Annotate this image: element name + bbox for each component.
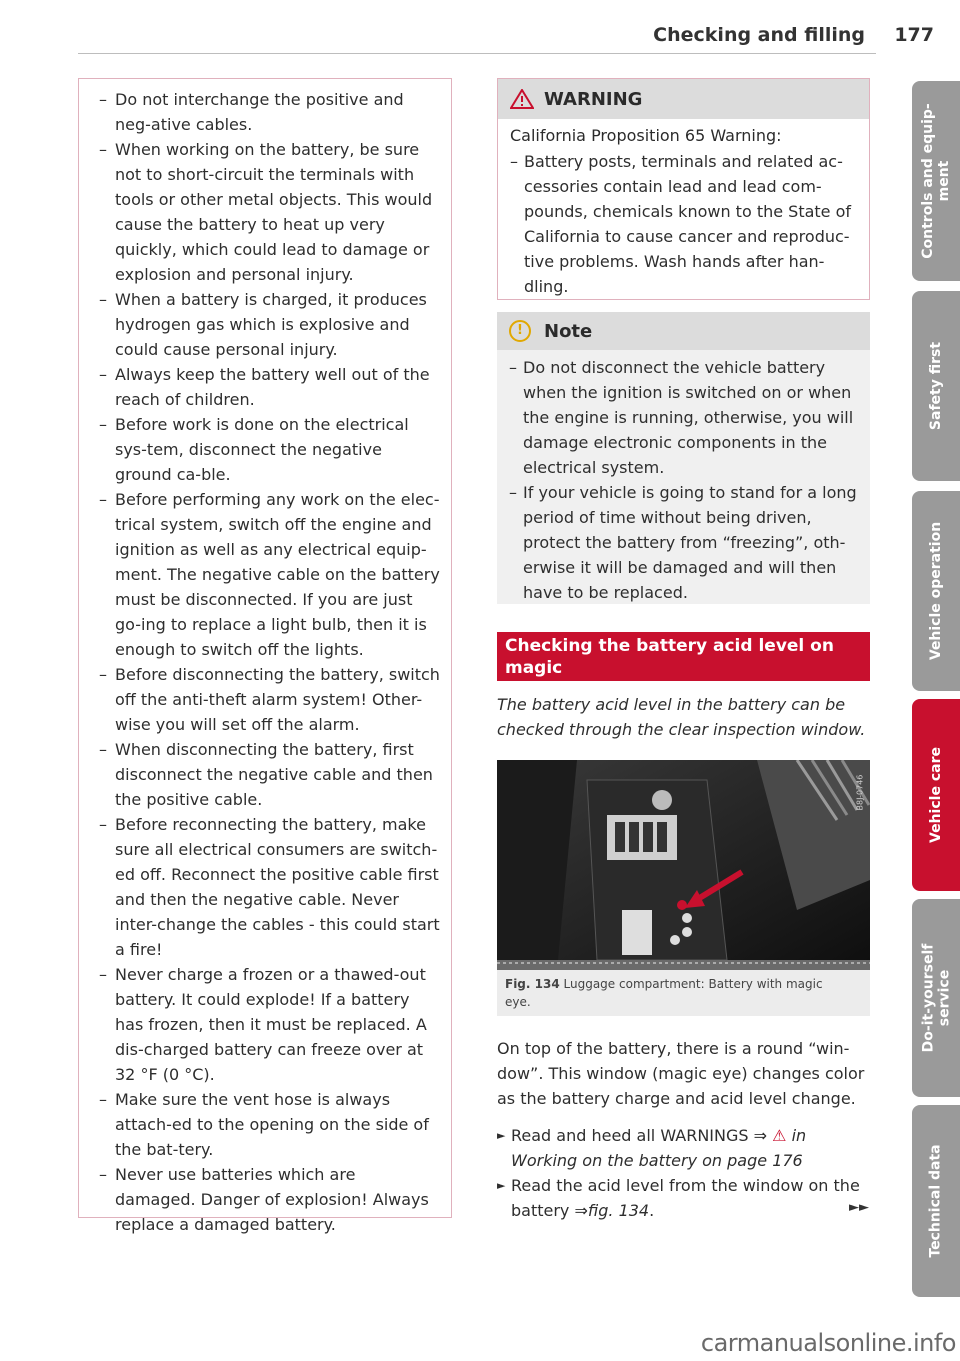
body-paragraph: On top of the battery, there is a round “win-dow”. This window (magic eye) changes color as the battery charge and acid level change. [497, 1039, 865, 1108]
header-rule [78, 53, 876, 54]
step-arrow-icon: ► [497, 1179, 506, 1192]
list-item: – Always keep the battery well out of the reach of children. [89, 362, 441, 412]
list-item: – When working on the battery, be sure not to short-circuit the terminals with tools or other metal objects. This would cause the battery to heat up very quickly, which could lead to damage or explosion and personal injury. [89, 137, 441, 287]
list-item: – Before performing any work on the elec-trical system, switch off the engine and ignition as well as any electrical equip-ment. The negative cable on the battery must be disconnected. If you are just go-ing to replace a light bulb, then it is enough to switch off the lights. [89, 487, 441, 662]
tab-vehicle-operation[interactable] [912, 491, 960, 691]
watermark-url: carmanualsonline.info [700, 1329, 956, 1357]
figure-caption [505, 975, 855, 1011]
tab-label-line: service [936, 969, 952, 1027]
warning-continued-box [78, 78, 452, 1234]
list-item: – When a battery is charged, it produces hydrogen gas which is explosive and could cause personal injury. [89, 287, 441, 362]
list-item: – If your vehicle is going to stand for a long period of time without being driven, protect the battery from “freezing”, oth-erwise it will be damaged and will then have to be replaced. [509, 480, 859, 605]
figure [497, 760, 870, 1016]
caption-line: eye. [505, 995, 531, 1009]
tab-label: Vehicle operation [928, 521, 945, 661]
page-number: 177 [894, 24, 934, 46]
step-arrow-icon: ► [497, 1129, 506, 1142]
continue-arrow-icon: ►► [849, 1200, 869, 1215]
reference-arrow-icon: ⇒ [753, 1126, 768, 1145]
tab-technical-data[interactable] [912, 1105, 960, 1297]
warning-list [89, 87, 441, 1237]
section-heading [497, 632, 870, 700]
tab-label-line: Do-it-yourself [920, 943, 936, 1053]
tab-label-line: ment [936, 160, 953, 202]
action-step [497, 1173, 870, 1223]
section-intro [497, 692, 870, 742]
tab-controls[interactable] [912, 81, 960, 281]
warning-title: WARNING [544, 88, 643, 110]
warning-box [497, 78, 870, 300]
tab-label-line: Controls and equip- [920, 103, 937, 259]
tab-label: Vehicle care [928, 747, 945, 843]
warning-header [498, 79, 869, 119]
list-item: – Make sure the vent hose is always attach-ed to the opening on the side of the bat-tery. [89, 1087, 441, 1162]
list-item: – Before reconnecting the battery, make sure all electrical consumers are switch-ed off. Reconnect the positive cable first and then the negative cable. Never inter-change the cables - this could start a fire! [89, 812, 441, 962]
step-text: Read the acid level from the window on the battery [511, 1176, 860, 1220]
warning-triangle-icon [510, 89, 534, 109]
figure-code: B8J-0746 [855, 774, 865, 811]
warning-triangle-icon: ⚠ [772, 1126, 787, 1145]
intro-line: The battery acid level in the battery can be [497, 695, 846, 714]
tab-label: Technical data [928, 1144, 944, 1258]
tab-safety[interactable] [912, 291, 960, 481]
battery-photo [497, 760, 870, 970]
action-step [497, 1123, 870, 1173]
section-title: Checking and filling [653, 24, 865, 46]
list-item: – Do not interchange the positive and neg-ative cables. [89, 87, 441, 137]
section-heading-line: Checking the battery acid level on magic [505, 636, 834, 678]
tab-do-it-yourself[interactable] [912, 899, 960, 1097]
list-item: – Never use batteries which are damaged. Danger of explosion! Always replace a damaged battery. [89, 1162, 441, 1237]
step-text: Read and heed all WARNINGS [511, 1126, 749, 1145]
tab-label [920, 103, 952, 259]
caption-line: Luggage compartment: Battery with magic [563, 977, 823, 991]
list-item: – Before disconnecting the battery, switch off the anti-theft alarm system! Other-wise you will set off the alarm. [89, 662, 441, 737]
note-box [497, 312, 870, 604]
reference-arrow-icon: ⇒ [574, 1201, 588, 1220]
action-steps [497, 1123, 870, 1223]
list-item: – Battery posts, terminals and related ac-cessories contain lead and lead com-pounds, chemicals known to the State of California to cause cancer and reproduc-tive problems. Wash hands after han-dling. [510, 149, 854, 299]
warning-intro: California Proposition 65 Warning: [510, 126, 782, 145]
cross-reference-link[interactable]: in Working on the battery on page 176 [511, 1126, 807, 1170]
tab-vehicle-care[interactable] [912, 699, 960, 891]
tab-label: Safety first [928, 341, 944, 431]
list-item: – Never charge a frozen or a thawed-out battery. It could explode! If a battery has frozen, then it must be replaced. A dis-charged battery can freeze over at 32 °F (0 °C). [89, 962, 441, 1087]
tab-label [920, 944, 952, 1053]
list-item: – When disconnecting the battery, first disconnect the negative cable and then the positive cable. [89, 737, 441, 812]
intro-line: checked through the clear inspection window. [497, 720, 866, 739]
note-title: Note [544, 320, 593, 342]
list-item: – Do not disconnect the vehicle battery when the ignition is switched on or when the engine is running, otherwise, you will damage electronic components in the electrical system. [509, 355, 859, 480]
list-item: – Before work is done on the electrical sys-tem, disconnect the negative ground ca-ble. [89, 412, 441, 487]
figure-label: Fig. 134 [505, 977, 560, 991]
figure-reference-link[interactable]: fig. 134 [587, 1201, 650, 1220]
section-heading-line: eye batteries* [505, 680, 642, 700]
punctuation: . [649, 1201, 655, 1220]
note-header [497, 312, 870, 350]
exclamation-circle-icon: ! [509, 320, 531, 342]
